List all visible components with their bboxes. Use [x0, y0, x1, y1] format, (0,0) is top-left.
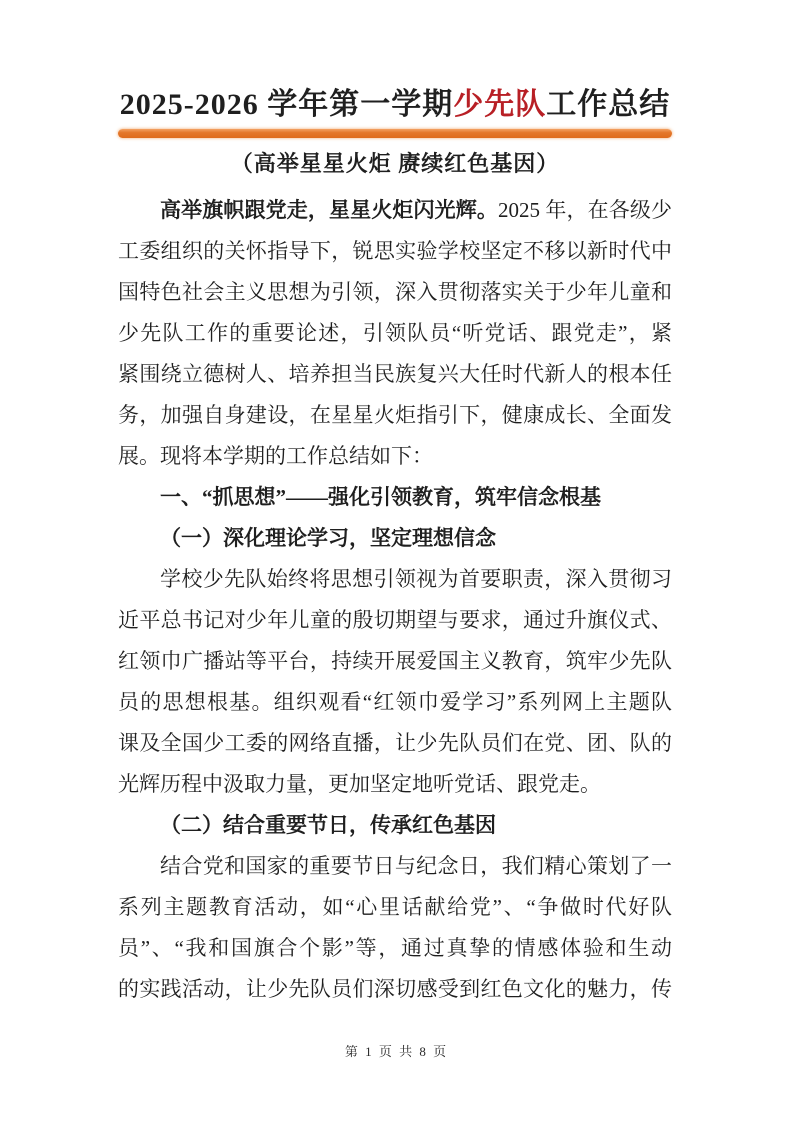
- subtitle: （高举星星火炬 赓续红色基因）: [230, 151, 560, 176]
- paragraph-line: 课及全国少工委的网络直播，让少先队员们在党、团、队的: [118, 731, 672, 755]
- title-prefix: 2025-2026 学年第一学期: [119, 88, 454, 121]
- page-title: [118, 86, 672, 124]
- section-heading-1-2: （二）结合重要节日，传承红色基因: [160, 813, 496, 837]
- paragraph-line: 结合党和国家的重要节日与纪念日，我们精心策划了一: [160, 854, 672, 878]
- paragraph-lead-bold: 高举旗帜跟党走，星星火炬闪光辉。: [160, 198, 498, 222]
- page-footer: 第 1 页 共 8 页: [344, 1044, 449, 1059]
- paragraph-line: 红领巾广播站等平台，持续开展爱国主义教育，筑牢少先队: [118, 649, 672, 673]
- paragraph-line: 工委组织的关怀指导下，锐思实验学校坚定不移以新时代中: [118, 239, 672, 263]
- paragraph-line: 紧围绕立德树人、培养担当民族复兴大任时代新人的根本任: [118, 362, 672, 386]
- paragraph-line: 光辉历程中汲取力量，更加坚定地听党话、跟党走。: [118, 772, 601, 796]
- title-highlight: 少先队: [453, 88, 547, 121]
- section-heading-1: 一、“抓思想”——强化引领教育，筑牢信念根基: [160, 485, 601, 509]
- paragraph-line: 展。现将本学期的工作总结如下：: [118, 444, 433, 468]
- paragraph-line: 系列主题教育活动，如“心里话献给党”、“争做时代好队: [118, 895, 672, 919]
- paragraph-line: 员的思想根基。组织观看“红领巾爱学习”系列网上主题队: [118, 690, 672, 714]
- document-body: [118, 190, 672, 1010]
- title-accent-bar: [118, 129, 672, 138]
- paragraph-line: 近平总书记对少年儿童的殷切期望与要求，通过升旗仪式、: [118, 608, 672, 632]
- paragraph-line: 国特色社会主义思想为引领，深入贯彻落实关于少年儿童和: [118, 280, 672, 304]
- paragraph-lead-rest: 2025 年，在各级少: [498, 198, 672, 222]
- paragraph-line: 的实践活动，让少先队员们深切感受到红色文化的魅力，传: [118, 977, 672, 1001]
- paragraph-line: 务，加强自身建设，在星星火炬指引下，健康成长、全面发: [118, 403, 672, 427]
- paragraph-line: [118, 190, 672, 231]
- paragraph-line: 学校少先队始终将思想引领视为首要职责，深入贯彻习: [160, 567, 672, 591]
- paragraph-line: 员”、“我和国旗合个影”等，通过真挚的情感体验和生动: [118, 936, 672, 960]
- section-heading-1-1: （一）深化理论学习，坚定理想信念: [160, 526, 496, 550]
- paragraph-line: 少先队工作的重要论述，引领队员“听党话、跟党走”，紧: [118, 321, 672, 345]
- title-suffix: 工作总结: [546, 88, 671, 121]
